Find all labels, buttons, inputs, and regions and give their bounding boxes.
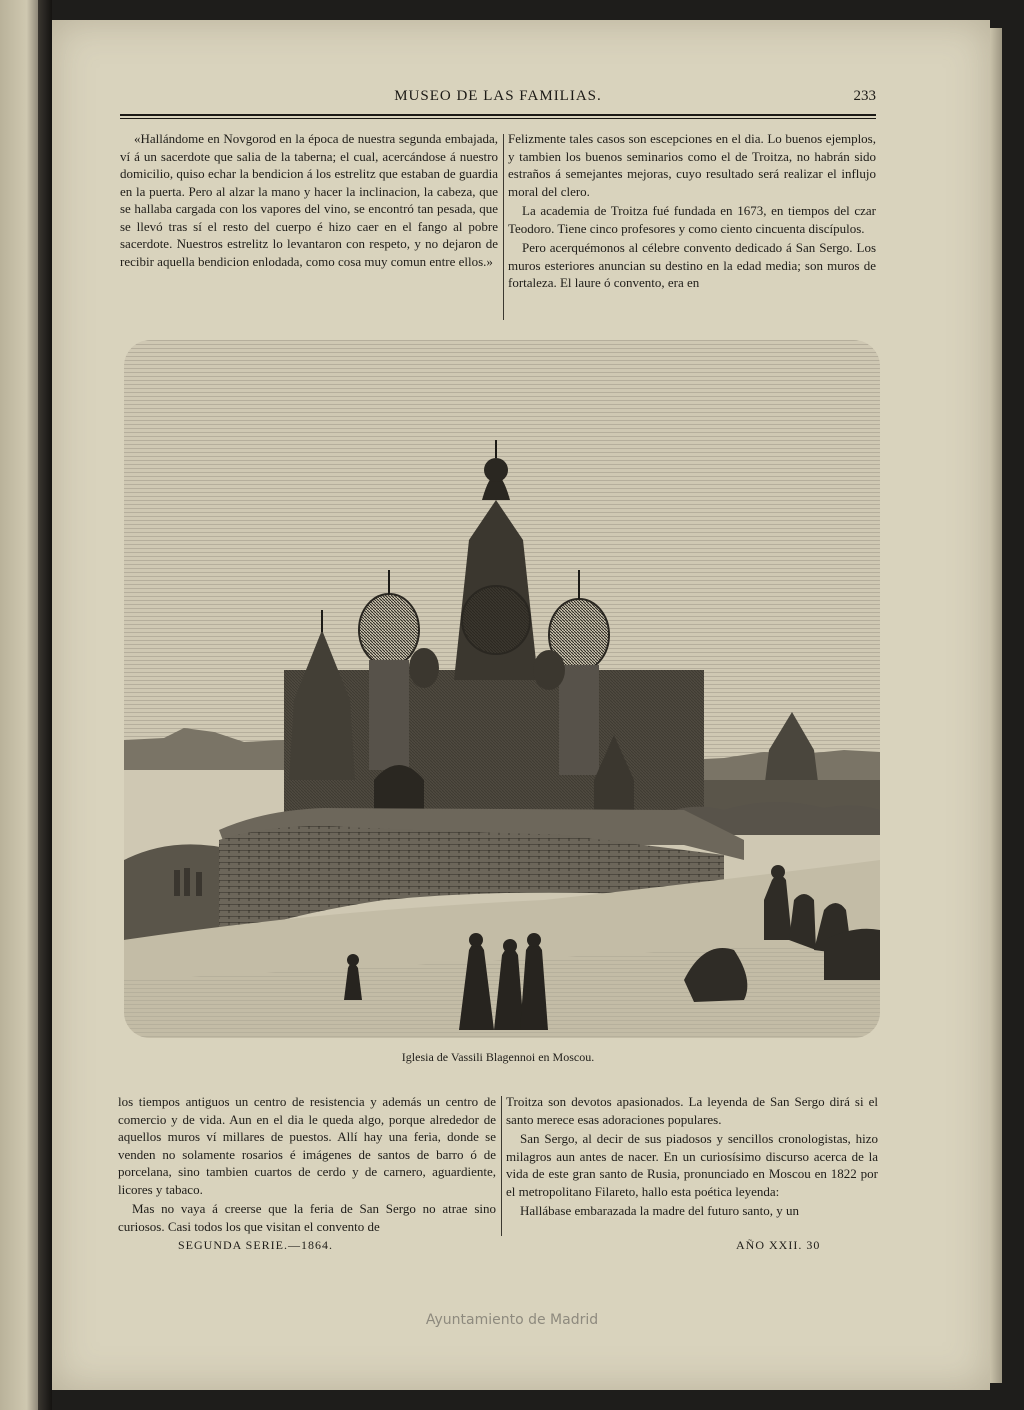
paragraph: Hallábase embarazada la madre del futuro santo, y un [520,1203,800,1218]
column-top-left [120,130,498,272]
column-divider [503,134,504,320]
paragraph: «Hallándome en Novgorod en la época de nuestra segunda embajada, ví á un sacerdote que salia de la taberna; el cual, acercándose á nuestro domicilio, quiso echar la bendicion á los estrelitz que estaban de guardia en la puerta. Pero al alzar la mano y hacer la inclinacion, la cabeza, que se hallaba cargada con los vapores del vino, se encontró tan pesada, que se llevó tras sí el resto del cuerpo é hizo caer en el fango al pobre sacerdote. Nuestros estrelitz lo levantaron con respeto, y no dejaron de recibir aquella bendicion enlodada, como cosa muy comun entre ellos.» [120,131,498,269]
illustration-caption: Iglesia de Vassili Blagennoi en Moscou. [401,1050,595,1064]
watermark: Ayuntamiento de Madrid [425,1312,599,1328]
paragraph: Mas no vaya á creerse que la feria de San Sergo no atrae sino curiosos. Casi todos los que visitan el convento de [118,1201,496,1234]
page-stack-edge [990,28,1002,1383]
column-bottom-right [506,1093,878,1222]
column-divider [501,1096,502,1236]
paragraph: Felizmente tales casos son escepciones en el dia. Lo buenos ejemplos, y tambien los buenos seminarios como el de Troitza, no habrán sido estraños á semejantes mejoras, cuyo resultado será realizar el influjo moral del clero. [508,131,876,199]
footer-year-signature: AÑO XXII. 30 [736,1238,821,1252]
page-number: 233 [853,88,876,104]
paragraph: los tiempos antiguos un centro de resistencia y además un centro de comercio y de vida. Aun en el dia le queda algo, porque alrededor de aquellos muros ví millares de puestos. Allí hay una feria, donde se venden no solamente rosarios é imágenes de santos de barro ó de porcelana, sino tambien cuartos de cerdo y de carnero, aguardiente, licores y tabaco. [118,1094,496,1197]
paragraph: Pero acerquémonos al célebre convento dedicado á San Sergo. Los muros esteriores anuncian su destino en la edad media; son muros de fortaleza. El laure ó convento, era en [508,240,876,290]
column-top-right [508,130,876,294]
engraving-saint-basil-cathedral [124,340,880,1038]
paragraph: San Sergo, al decir de sus piadosos y sencillos cronologistas, hizo milagros aun antes de nacer. En un curiosísimo discurso acerca de la vida de este gran santo de Rusia, pronunciado en Moscou en 1822 por el metropolitano Filareto, hallo esta poética leyenda: [506,1131,878,1199]
footer-series: SEGUNDA SERIE.—1864. [178,1238,334,1252]
paragraph: La academia de Troitza fué fundada en 1673, en tiempos del czar Teodoro. Tiene cinco profesores y como ciento cincuenta discípulos. [508,203,876,236]
column-bottom-left [118,1093,496,1237]
header-rule [120,114,876,119]
running-head [120,88,876,110]
journal-title: MUSEO DE LAS FAMILIAS. [394,88,602,104]
cathedral-engraving [124,340,880,1038]
figures-left [174,868,202,896]
book-gutter [38,0,52,1410]
facing-page-edge [0,0,38,1410]
paragraph: Troitza son devotos apasionados. La leyenda de San Sergo dirá si el santo merece esas adoraciones populares. [506,1094,878,1127]
